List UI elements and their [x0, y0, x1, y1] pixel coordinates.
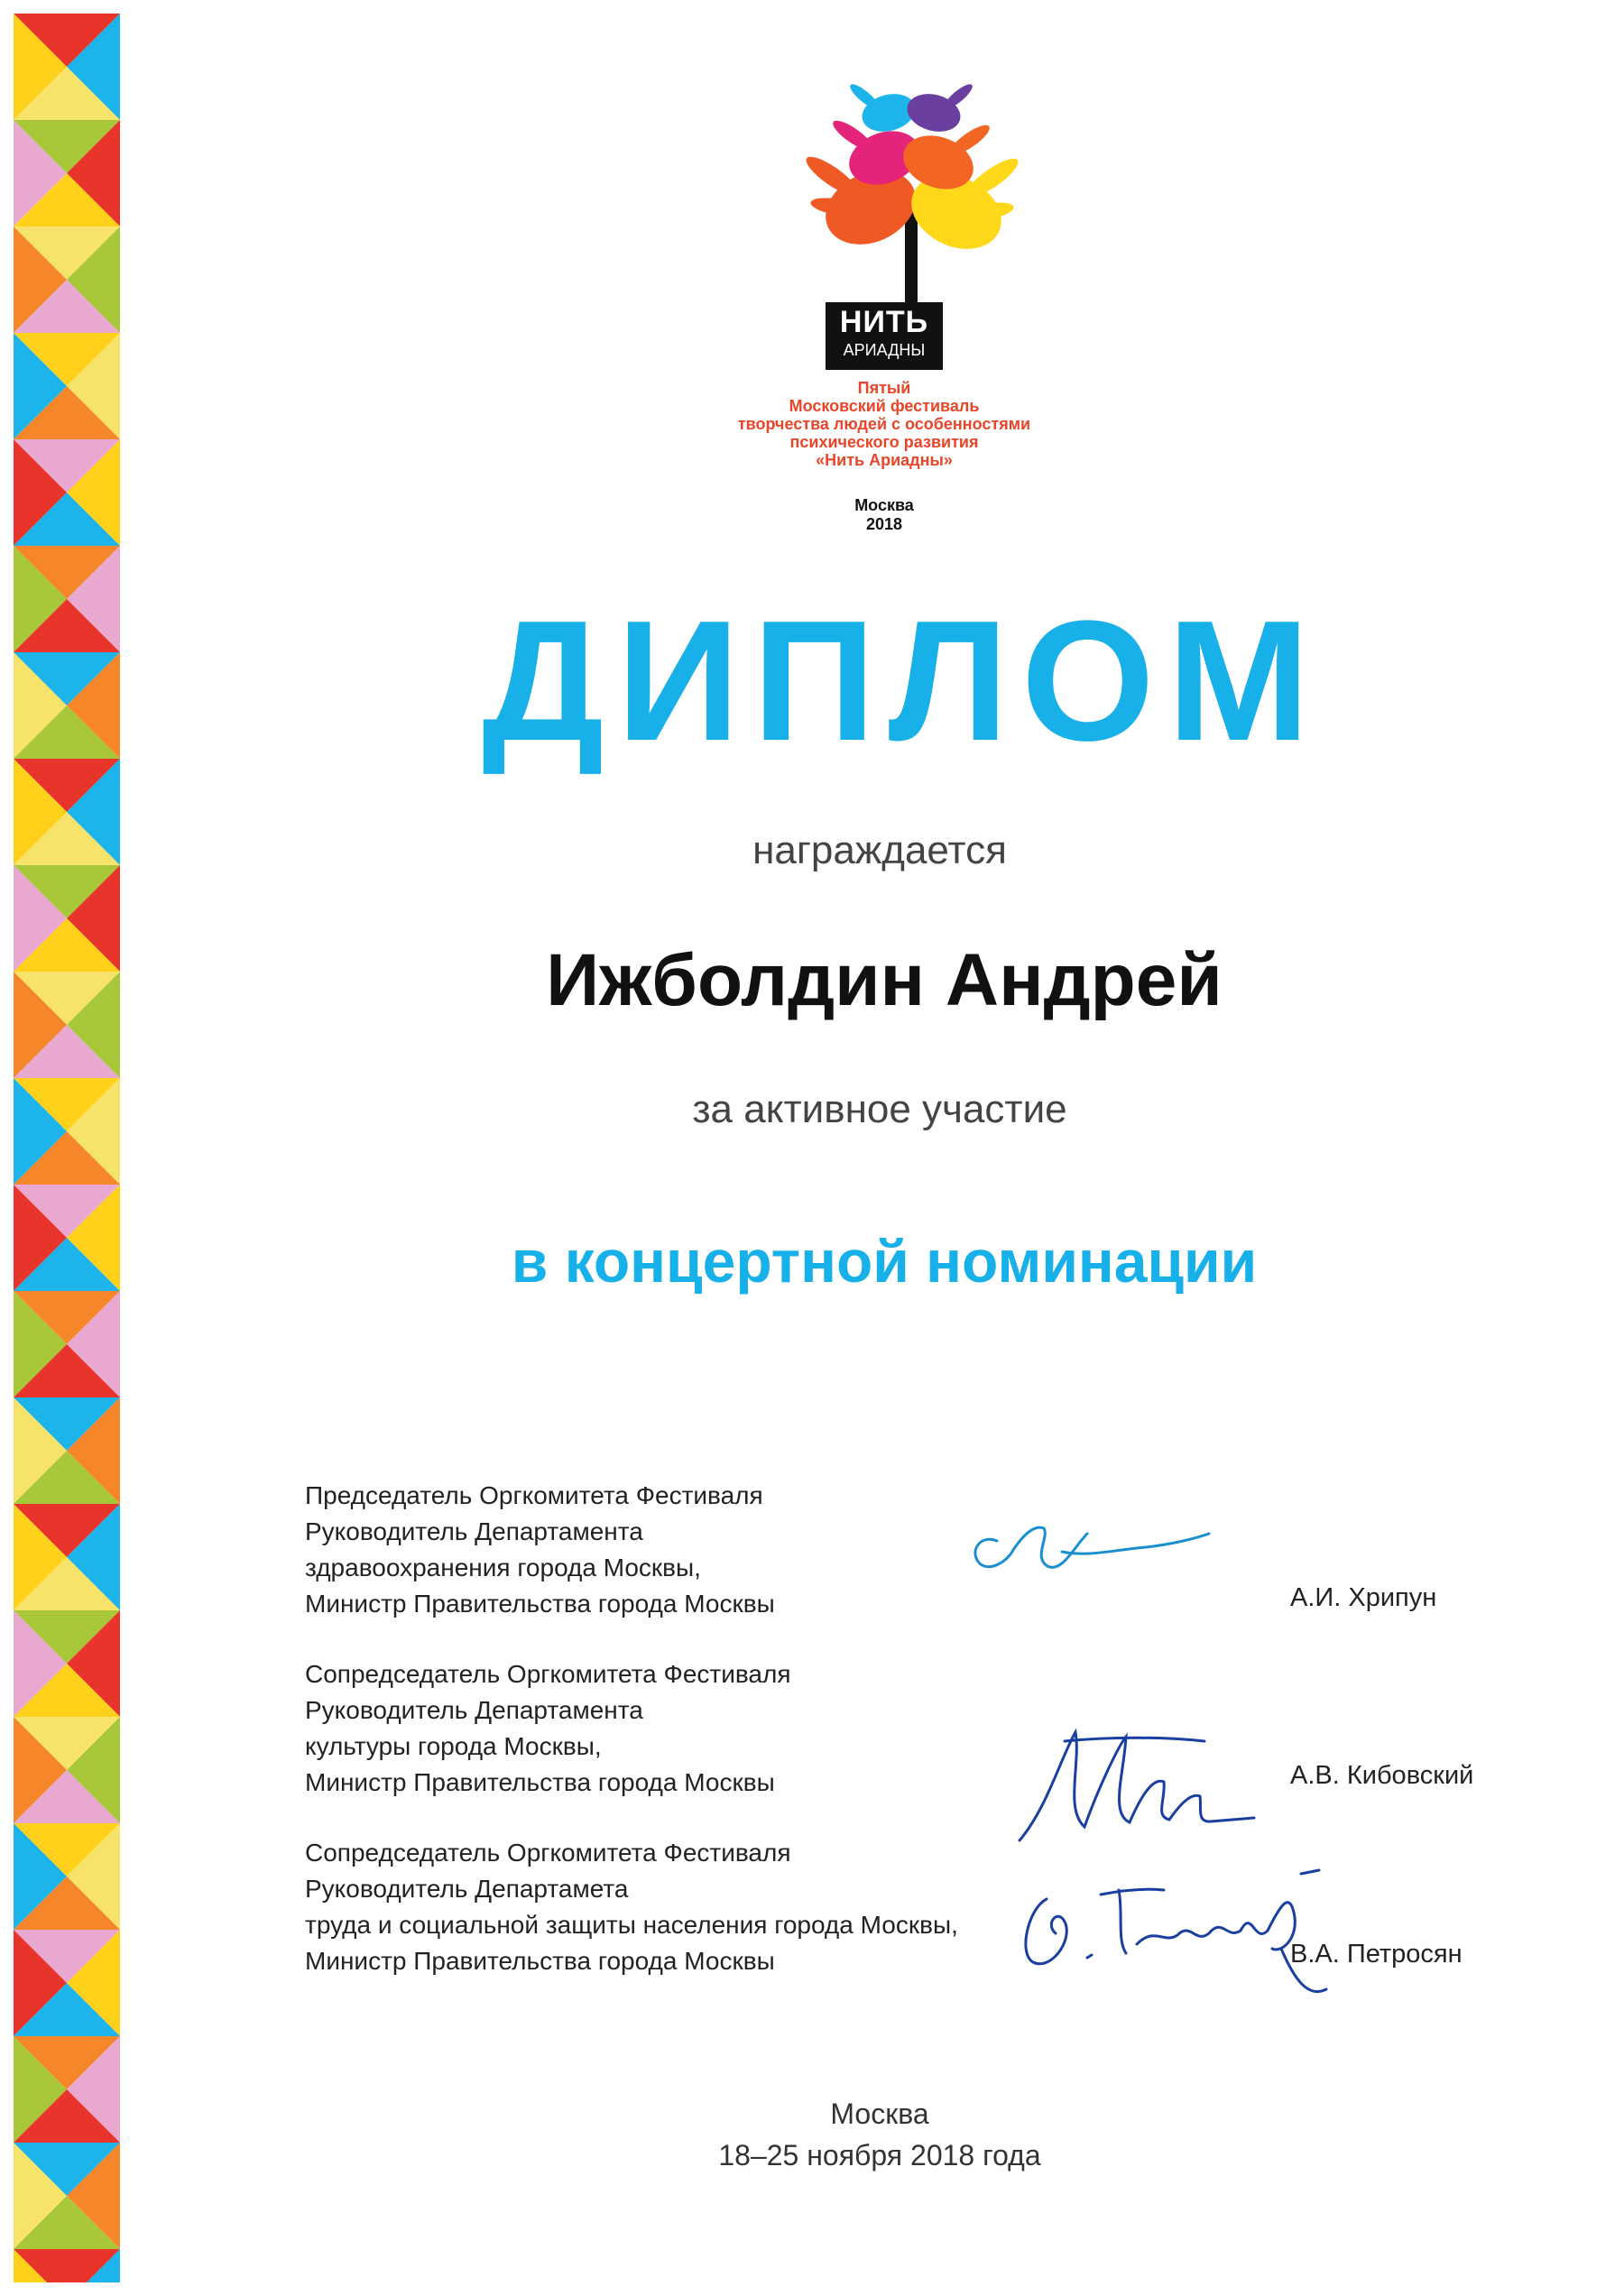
festival-line: Московский фестиваль	[789, 397, 980, 415]
logo-line-1: НИТЬ	[839, 305, 929, 339]
signatory-title-line: Руководитель Департамента	[305, 1696, 643, 1724]
footer	[541, 2093, 1218, 2176]
signature-2	[1010, 1710, 1263, 1854]
festival-line: творчества людей с особенностями	[737, 415, 1031, 433]
signatory-title-line: здравоохранения города Москвы,	[305, 1554, 701, 1581]
signatory-title-line: Председатель Оргкомитета Фестиваля	[305, 1481, 763, 1509]
signatory-title-line: Министр Правительства города Москвы	[305, 1947, 775, 1975]
festival-line: Пятый	[857, 379, 911, 397]
signatory-title-line: Сопредседатель Оргкомитета Фестиваля	[305, 1660, 791, 1688]
signatory-title-line: Министр Правительства города Москвы	[305, 1768, 775, 1796]
festival-description	[659, 379, 1110, 469]
signatory-1-title	[305, 1478, 1045, 1622]
hand-icon	[903, 81, 975, 138]
signatory-title-line: культуры города Москвы,	[305, 1732, 602, 1760]
signatory-3-title	[305, 1835, 1045, 1979]
signatory-title-line: Министр Правительства города Москвы	[305, 1590, 775, 1618]
signatory-1-name: А.И. Хрипун	[1290, 1583, 1437, 1612]
awarded-text: награждается	[752, 828, 1007, 872]
recipient-name: Ижболдин Андрей	[546, 939, 1223, 1021]
diploma-title: ДИПЛОМ	[482, 586, 1323, 777]
signature-1	[961, 1498, 1223, 1597]
award-reason: за активное участие	[692, 1087, 1067, 1131]
festival-city-year	[794, 496, 974, 534]
logo-wordmark	[826, 302, 943, 370]
signatory-title-line: Сопредседатель Оргкомитета Фестиваля	[305, 1839, 791, 1867]
footer-city: Москва	[830, 2098, 929, 2130]
nomination-text: в концертной номинации	[511, 1228, 1258, 1295]
signature-3	[1010, 1854, 1353, 2016]
logo-line-2: АРИАДНЫ	[843, 341, 926, 359]
signatory-title-line: Руководитель Департамета	[305, 1875, 629, 1903]
footer-dates: 18–25 ноября 2018 года	[718, 2139, 1041, 2172]
signatory-3-name: В.А. Петросян	[1290, 1940, 1463, 1969]
signatory-title-line: Руководитель Департамента	[305, 1517, 643, 1545]
festival-year: 2018	[865, 515, 903, 533]
festival-line: «Нить Ариадны»	[816, 451, 953, 469]
signatory-title-line: труда и социальной защиты населения города Москвы,	[305, 1911, 958, 1939]
signatory-2-title	[305, 1656, 1045, 1801]
festival-line: психического развития	[789, 433, 979, 451]
festival-city: Москва	[854, 496, 914, 514]
signatory-2-name: А.В. Кибовский	[1290, 1761, 1474, 1790]
decorative-strip	[14, 14, 120, 2282]
